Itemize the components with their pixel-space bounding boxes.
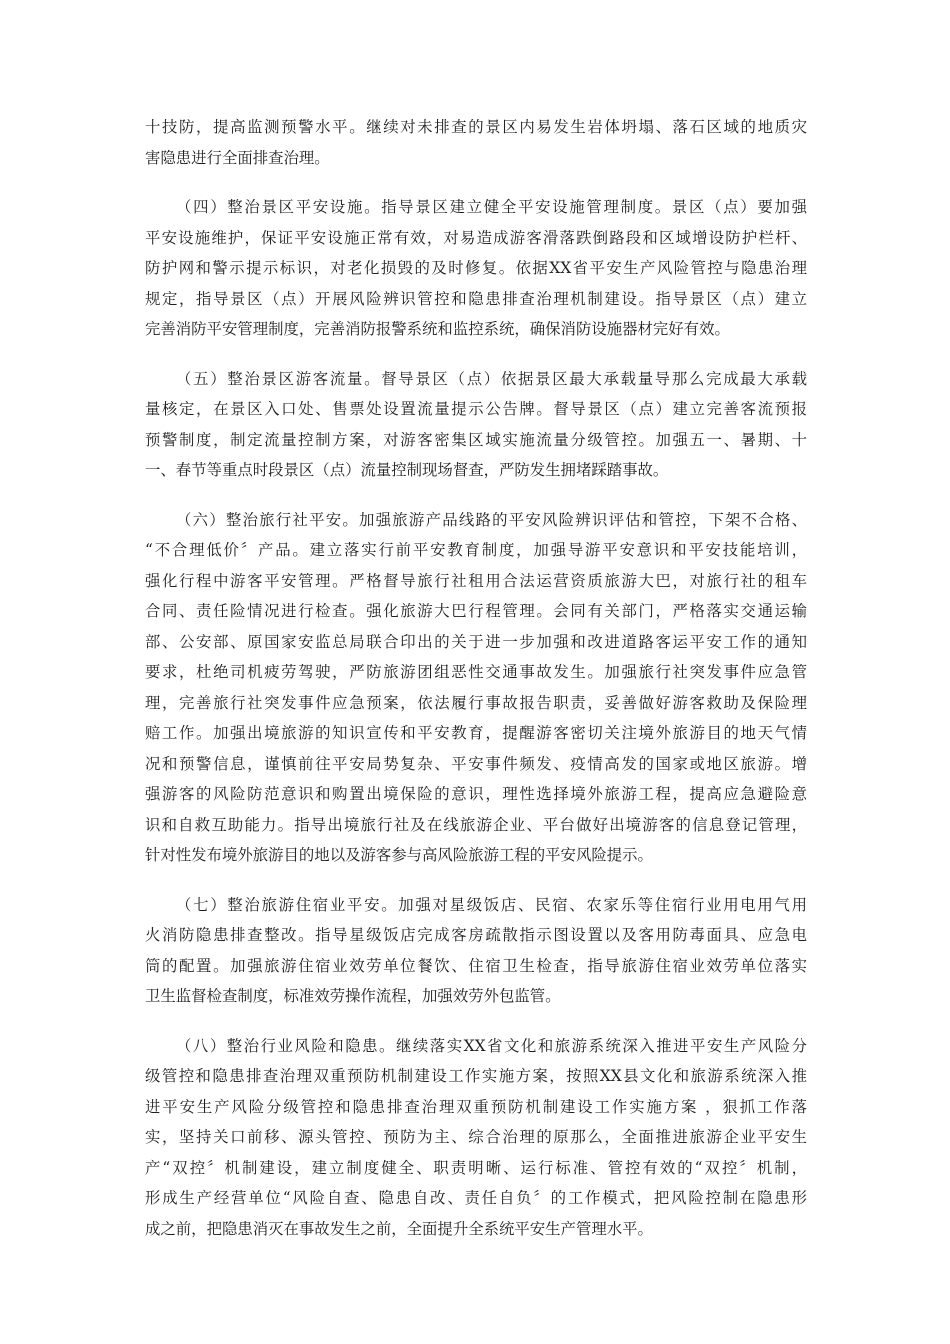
text-line: 火消防隐患排查整改。指导星级饭店完成客房疏散指示图设置以及客用防毒面具、应急电 — [145, 926, 807, 944]
text-line: 况和预警信息，谨慎前往平安局势复杂、平安事件频发、疫情高发的国家或地区旅游。增 — [145, 754, 807, 773]
text-line: 量核定，在景区入口处、售票处设置流量提示公告牌。督导景区（点）建立完善客流预报 — [145, 400, 807, 418]
text-line: （八）整治行业风险和隐患。继续落实XX省文化和旅游系统深入推进平安生产风险分 — [176, 1036, 807, 1055]
paragraph-section-8 — [145, 1031, 807, 1245]
text-line: 合同、责任险情况进行检查。强化旅游大巴行程管理。会同有关部门，严格落实交通运输 — [145, 602, 807, 620]
text-line: 预警制度，制定流量控制方案，对游客密集区域实施流量分级管控。加强五一、暑期、十 — [145, 430, 807, 449]
text-line: 卫生监督检查制度，标准效劳操作流程，加强效劳外包监管。 — [145, 987, 561, 1005]
text-line: 成之前，把隐患消灭在事故发生之前，全面提升全系统平安生产管理水平。 — [145, 1219, 653, 1238]
text-line: 强化行程中游客平安管理。严格督导旅行社租用合法运营资质旅游大巴，对旅行社的租车 — [145, 571, 807, 590]
paragraph-section-6 — [145, 505, 807, 871]
text-line: 十技防，提高监测预警水平。继续对未排查的景区内易发生岩体坍塌、落石区域的地质灾 — [145, 118, 807, 136]
text-line: 一、春节等重点时段景区（点）流量控制现场督查，严防发生拥堵踩踏事故。 — [145, 461, 669, 479]
text-line: （四）整治景区平安设施。指导景区建立健全平安设施管理制度。景区（点）要加强 — [176, 198, 807, 216]
text-line: （五）整治景区游客流量。督导景区（点）依据景区最大承载量导那么完成最大承载 — [176, 369, 807, 388]
text-line: （六）整治旅行社平安。加强旅游产品线路的平安风险辨识评估和管控，下架不合格、 — [176, 510, 807, 529]
text-line: “不合理低价〞产品。建立落实行前平安教育制度，加强导游平安意识和平安技能培训， — [145, 541, 807, 559]
text-line: 筒的配置。加强旅游住宿业效劳单位餐饮、住宿卫生检查，指导旅游住宿业效劳单位落实 — [145, 956, 807, 975]
paragraph-section-4 — [145, 192, 807, 345]
text-line: 形成生产经营单位“风险自查、隐患自改、责任自负〞的工作模式，把风险控制在隐患形 — [145, 1189, 807, 1207]
paragraph-continuation — [145, 112, 807, 173]
text-line: 平安设施维护，保证平安设施正常有效，对易造成游客滑落跌倒路段和区域增设防护栏杆、 — [145, 228, 807, 247]
text-line: 赔工作。加强出境旅游的知识宣传和平安教育，提醒游客密切关注境外旅游目的地天气情 — [145, 724, 807, 742]
text-line: 完善消防平安管理制度，完善消防报警系统和监控系统，确保消防设施器材完好有效。 — [145, 320, 730, 338]
text-line: 强游客的风险防范意识和购置出境保险的意识，理性选择境外旅游工程，提高应急避险意 — [145, 785, 807, 803]
document-body — [145, 112, 807, 1263]
text-line: 进平安生产风险分级管控和隐患排查治理双重预防机制建设工作实施方案 ，狠抓工作落 — [145, 1097, 807, 1116]
text-line: 产“双控〞机制建设，建立制度健全、职责明晰、运行标准、管控有效的“双控〞机制， — [145, 1158, 807, 1177]
paragraph-section-5 — [145, 364, 807, 486]
text-line: 防护网和警示提示标识，对老化损毁的及时修复。依据XX省平安生产风险管控与隐患治理 — [145, 259, 807, 277]
text-line: 级管控和隐患排查治理双重预防机制建设工作实施方案，按照XX县文化和旅游系统深入推 — [145, 1067, 807, 1085]
paragraph-section-7 — [145, 890, 807, 1012]
text-line: （七）整治旅游住宿业平安。加强对星级饭店、民宿、农家乐等住宿行业用电用气用 — [176, 895, 807, 914]
text-line: 部、公安部、原国家安监总局联合印出的关于进一步加强和改进道路客运平安工作的通知 — [145, 632, 807, 651]
text-line: 要求，杜绝司机疲劳驾驶，严防旅游团组恶性交通事故发生。加强旅行社突发事件应急管 — [145, 663, 807, 681]
text-line: 针对性发布境外旅游目的地以及游客参与高风险旅游工程的平安风险提示。 — [145, 846, 653, 864]
text-line: 识和自救互助能力。指导出境旅行社及在线旅游企业、平台做好出境游客的信息登记管理， — [145, 815, 807, 834]
text-line: 实，坚持关口前移、源头管控、预防为主、综合治理的原那么，全面推进旅游企业平安生 — [145, 1128, 807, 1146]
text-line: 害隐患进行全面排查治理。 — [145, 148, 330, 167]
text-line: 规定，指导景区（点）开展风险辨识管控和隐患排查治理机制建设。指导景区（点）建立 — [145, 289, 807, 308]
text-line: 理，完善旅行社突发事件应急预案，依法履行事故报告职责，妥善做好游客救助及保险理 — [145, 693, 807, 712]
